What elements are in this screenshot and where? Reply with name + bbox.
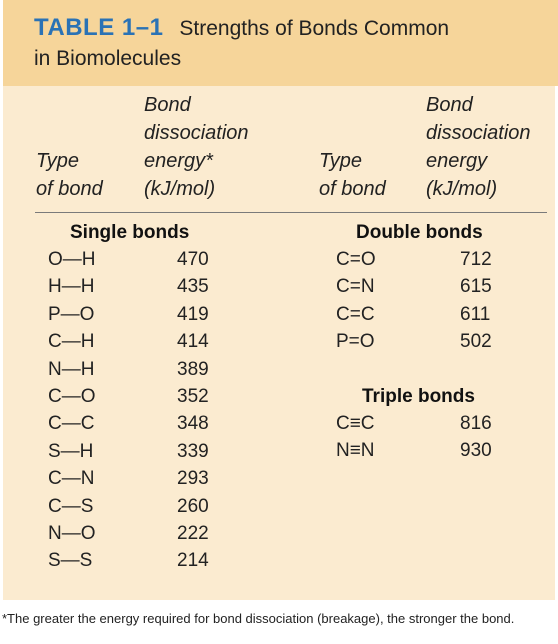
section-triple-bonds: Triple bonds — [362, 386, 475, 407]
section-double-bonds: Double bonds — [356, 222, 483, 243]
header-energy-right-4: (kJ/mol) — [426, 178, 498, 200]
header-energy-left-2: dissociation — [144, 122, 249, 144]
single_bonds-energy-1: 435 — [177, 276, 209, 298]
title-line-1 — [34, 14, 449, 42]
single_bonds-energy-10: 222 — [177, 523, 209, 544]
title-line-2: in Biomolecules — [34, 47, 182, 70]
table-title-text: Strengths of Bonds Common — [179, 17, 450, 40]
triple_bonds-bond-1: N≡N — [336, 440, 375, 462]
section-single-bonds: Single bonds — [70, 222, 190, 243]
double_bonds-bond-3: P=O — [336, 331, 375, 353]
triple_bonds-bond-0: C≡C — [336, 413, 375, 434]
single_bonds-bond-6: C—C — [48, 413, 95, 435]
header-energy-left-1: Bond — [144, 94, 191, 116]
header-energy-right-1: Bond — [426, 94, 473, 116]
single_bonds-energy-9: 260 — [177, 495, 209, 517]
header-type-right-1: Type — [319, 150, 362, 172]
single_bonds-energy-0: 470 — [177, 249, 209, 270]
single_bonds-energy-5: 352 — [177, 386, 209, 407]
double_bonds-energy-0: 712 — [460, 249, 492, 270]
single_bonds-energy-3: 414 — [177, 331, 209, 353]
double_bonds-bond-0: C=O — [336, 249, 376, 270]
triple_bonds-energy-0: 816 — [460, 413, 492, 434]
table-number: TABLE 1–1 — [34, 14, 164, 41]
header-type-left-2: of bond — [36, 178, 103, 200]
header-energy-left-3: energy* — [144, 150, 213, 172]
table-title-banner — [0, 0, 558, 86]
single_bonds-bond-0: O—H — [48, 249, 96, 270]
single_bonds-energy-2: 419 — [177, 303, 209, 325]
single_bonds-bond-3: C—H — [48, 331, 95, 353]
single_bonds-bond-4: N—H — [48, 358, 95, 380]
bond-table — [3, 86, 555, 600]
single_bonds-bond-2: P—O — [48, 303, 95, 325]
single_bonds-bond-10: N—O — [48, 523, 96, 544]
triple_bonds-energy-1: 930 — [460, 440, 492, 462]
double_bonds-bond-2: C=C — [336, 303, 375, 325]
single_bonds-bond-5: C—O — [48, 386, 96, 407]
header-energy-right-3: energy — [426, 150, 488, 172]
single_bonds-energy-11: 214 — [177, 550, 209, 572]
single_bonds-bond-7: S—H — [48, 440, 94, 462]
header-rule — [35, 212, 547, 213]
footnote: *The greater the energy required for bond dissociation (breakage), the stronger the bond. — [2, 611, 515, 626]
single_bonds-bond-8: C—N — [48, 468, 95, 490]
double_bonds-energy-3: 502 — [460, 331, 492, 353]
double_bonds-bond-1: C=N — [336, 276, 375, 298]
single_bonds-bond-11: S—S — [48, 550, 93, 572]
double_bonds-energy-1: 615 — [460, 276, 492, 298]
double_bonds-energy-2: 611 — [460, 303, 491, 325]
header-energy-right-2: dissociation — [426, 122, 531, 144]
single_bonds-energy-8: 293 — [177, 468, 209, 490]
single_bonds-energy-7: 339 — [177, 440, 209, 462]
single_bonds-energy-6: 348 — [177, 413, 209, 435]
header-type-right-2: of bond — [319, 178, 386, 200]
single_bonds-energy-4: 389 — [177, 358, 209, 380]
header-type-left-1: Type — [36, 150, 79, 172]
single_bonds-bond-9: C—S — [48, 495, 94, 517]
header-energy-left-4: (kJ/mol) — [144, 178, 216, 200]
single_bonds-bond-1: H—H — [48, 276, 95, 298]
